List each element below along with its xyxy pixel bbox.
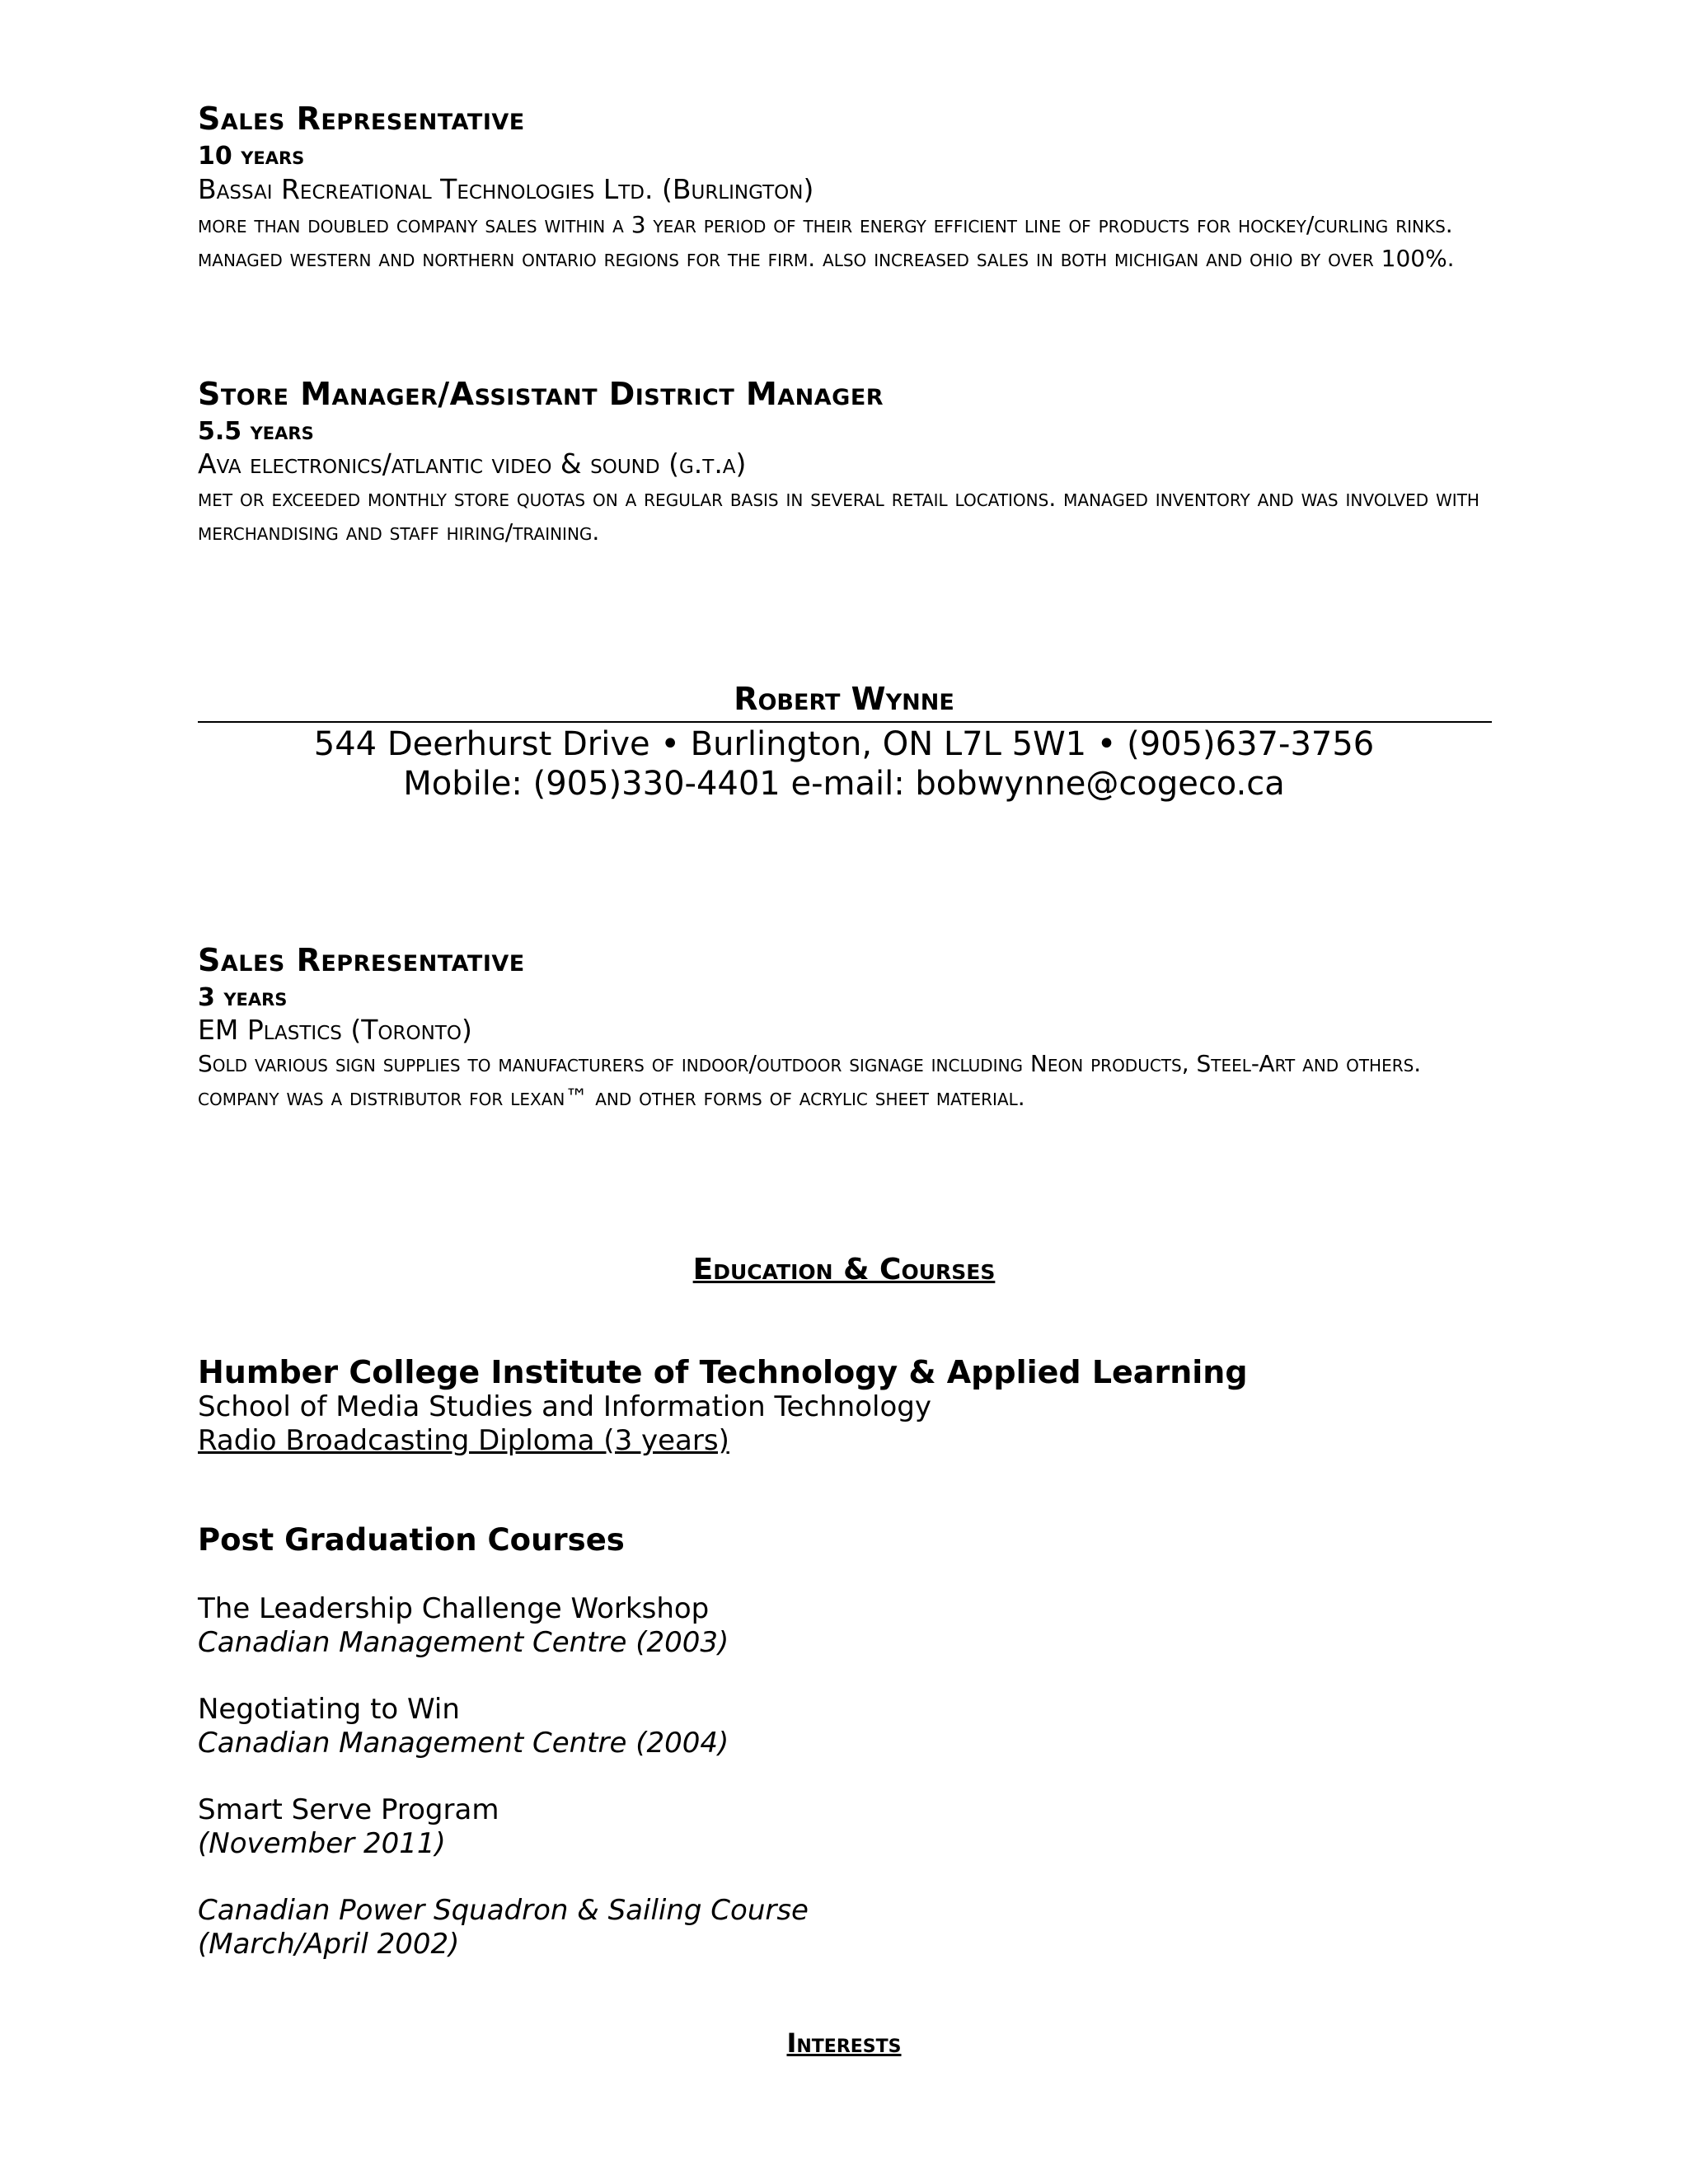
course-name-3: Smart Serve Program: [198, 1793, 499, 1826]
course-detail-1: Canadian Management Centre (2003): [198, 1626, 729, 1659]
school-name: Humber College Institute of Technology & Applied Learning: [198, 1354, 1248, 1390]
job-title-2: Store Manager/Assistant District Manager: [198, 376, 884, 412]
course-detail-4: (March/April 2002): [198, 1928, 460, 1961]
post-graduation-heading: Post Graduation Courses: [198, 1522, 625, 1558]
job-years-3: 3 years: [198, 983, 288, 1012]
course-name-4: Canadian Power Squadron & Sailing Course: [198, 1894, 809, 1927]
course-detail-3: (November 2011): [198, 1827, 446, 1860]
job-description-1: more than doubled company sales within a 3 year period of their energy efficient line of products for hockey/curling rinks. managed western and northern ontario regions for the firm. also increased sales in both michigan and ohio by over 100%.: [198, 211, 1455, 272]
job-company-2: Ava electronics/atlantic video & sound (g.t.a): [198, 448, 747, 480]
job-company-1: Bassai Recreational Technologies Ltd. (Burlington): [198, 173, 814, 205]
contact-mobile-line: Mobile: (905)330-4401 e-mail: bobwynne@cogeco.ca: [403, 765, 1285, 803]
school-department: School of Media Studies and Information Technology: [198, 1390, 931, 1423]
education-heading: Education & Courses: [692, 1253, 996, 1286]
job-years-1: 10 years: [198, 142, 305, 171]
diploma: Radio Broadcasting Diploma (3 years): [198, 1424, 729, 1457]
header-rule: [198, 721, 1492, 723]
resume-name: Robert Wynne: [734, 681, 954, 717]
job-description-3: Sold various sign supplies to manufacturers of indoor/outdoor signage including Neon products, Steel-Art and others. company was a distributor for lexan™ and other forms of acrylic sheet material.: [198, 1050, 1422, 1111]
job-years-2: 5.5 years: [198, 417, 314, 446]
job-description-2: met or exceeded monthly store quotas on a regular basis in several retail locations. managed inventory and was involved with merchandising and staff hiring/training.: [198, 485, 1479, 546]
course-name-2: Negotiating to Win: [198, 1693, 460, 1726]
interests-heading: Interests: [786, 2027, 902, 2059]
job-company-3: EM Plastics (Toronto): [198, 1014, 472, 1046]
job-title-1: Sales Representative: [198, 101, 525, 137]
contact-address-line: 544 Deerhurst Drive • Burlington, ON L7L 5W1 • (905)637-3756: [313, 725, 1375, 763]
course-detail-2: Canadian Management Centre (2004): [198, 1727, 729, 1760]
course-name-1: The Leadership Challenge Workshop: [198, 1592, 710, 1625]
job-title-3: Sales Representative: [198, 942, 525, 978]
